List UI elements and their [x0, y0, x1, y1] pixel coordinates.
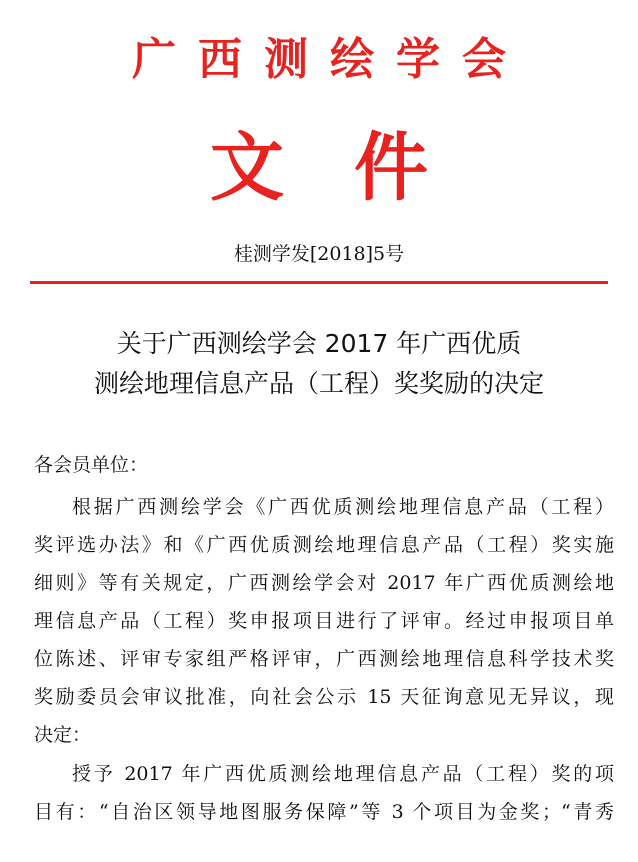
paragraph-line: 根据广西测绘学会《广西优质测绘地理信息产品（工程） [72, 496, 614, 518]
title-line-1: 关于广西测绘学会 2017 年广西优质 [116, 329, 522, 358]
title-line-2: 测绘地理信息产品（工程）奖奖励的决定 [93, 369, 544, 398]
document-number: 桂测学发[2018]5号 [233, 243, 405, 265]
document-title [0, 324, 638, 404]
org-title: 广西测绘学会 [132, 34, 528, 85]
document-label: 文件 [210, 125, 498, 211]
paragraph-line: 决定： [34, 724, 92, 746]
paragraph-decision-basis [34, 488, 614, 754]
paragraph-line: 授予 2017 年广西优质测绘地理信息产品（工程）奖的项 [72, 763, 614, 785]
paragraph-line: 位陈述、评审专家组严格评审，广西测绘地理信息科学技术奖 [34, 648, 614, 670]
paragraph-line: 目有：“自治区领导地图服务保障”等 3 个项目为金奖；“青秀 [34, 801, 614, 823]
paragraph-line: 奖评选办法》和《广西优质测绘地理信息产品（工程）奖实施 [34, 534, 614, 556]
paragraph-line: 理信息产品（工程）奖申报项目进行了评审。经过申报项目单 [34, 610, 614, 632]
salutation: 各会员单位： [34, 454, 149, 476]
paragraph-line: 奖励委员会审议批准，向社会公示 15 天征询意见无异议，现 [34, 686, 614, 708]
red-separator-line [30, 281, 608, 284]
paragraph-line: 细则》等有关规定，广西测绘学会对 2017 年广西优质测绘地 [34, 572, 614, 594]
paragraph-award-list [34, 755, 614, 831]
